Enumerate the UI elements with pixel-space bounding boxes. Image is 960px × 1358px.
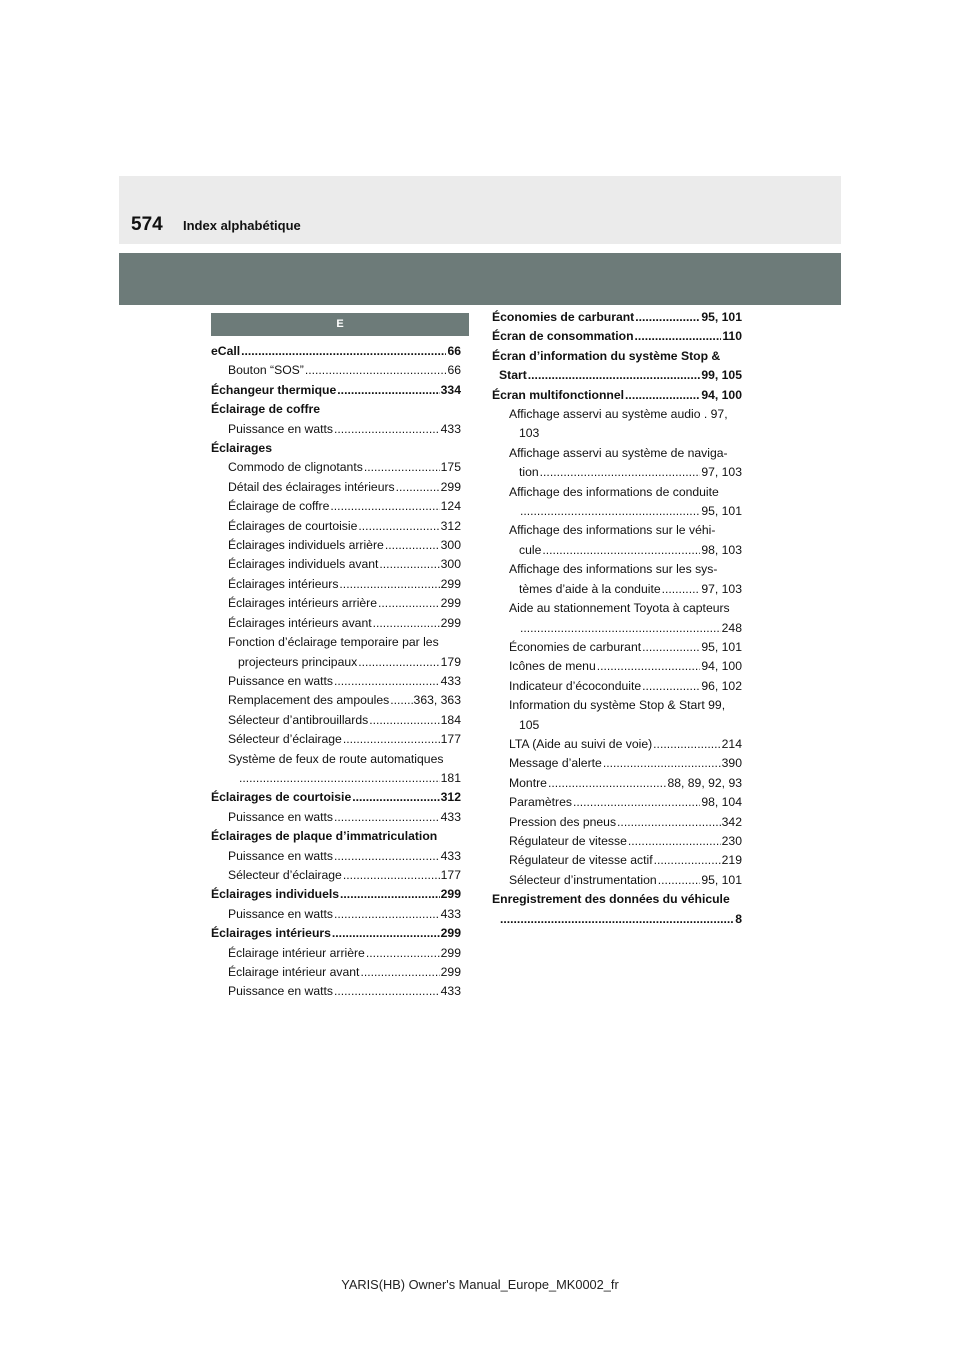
- index-entry: [492, 638, 742, 657]
- index-entry: [211, 594, 461, 613]
- index-entry-label: Éclairage intérieur avant: [228, 965, 360, 979]
- leader-dots: [334, 672, 440, 691]
- index-entry-label: 103: [519, 426, 540, 441]
- index-entry-label: Sélecteur d’antibrouillards: [228, 712, 369, 727]
- index-entry: [492, 793, 742, 812]
- leader-dots: [542, 541, 700, 560]
- index-entry-page[interactable]: 97, 103: [701, 581, 742, 596]
- footer-manual-id: YARIS(HB) Owner's Manual_Europe_MK0002_fr: [341, 1277, 619, 1292]
- index-entry-label: 105: [519, 717, 540, 732]
- index-entry-page[interactable]: 97, 103: [701, 465, 742, 480]
- index-entry-label: Sélecteur d’éclairage: [228, 867, 342, 882]
- index-entry-label: Enregistrement des données du véhicule: [492, 892, 730, 907]
- leader-dots: [334, 982, 440, 1001]
- index-entry-label: LTA (Aide au suivi de voie): [509, 736, 653, 751]
- leader-dots: [540, 463, 701, 482]
- index-entry-page[interactable]: 334: [440, 382, 461, 397]
- index-entry-page[interactable]: 299: [440, 596, 461, 611]
- index-entry-page[interactable]: 299: [440, 945, 461, 960]
- leader-dots: [241, 342, 446, 361]
- leader-dots: [332, 924, 440, 943]
- leader-dots: [339, 575, 439, 594]
- index-entry-page[interactable]: 219: [721, 853, 742, 868]
- leader-dots: [340, 885, 440, 904]
- index-entry: [492, 580, 742, 599]
- index-entry-page[interactable]: 299: [440, 965, 461, 979]
- index-entry: [492, 677, 742, 696]
- index-entry: [211, 342, 461, 361]
- index-entry: [492, 347, 742, 366]
- index-entry-page[interactable]: 363, 363: [413, 693, 461, 708]
- index-entry: [211, 420, 461, 439]
- index-entry: [492, 774, 742, 793]
- index-entry: [492, 890, 742, 909]
- index-entry-label: Puissance en watts: [228, 421, 334, 436]
- index-entry: [211, 691, 461, 710]
- index-entry: [211, 575, 461, 594]
- index-entry-label: Bouton “SOS”: [228, 363, 304, 378]
- index-entry: [492, 541, 742, 560]
- index-entry-label: tion: [519, 465, 539, 480]
- index-entry: [492, 463, 742, 482]
- index-entry: [211, 750, 461, 769]
- index-entry-label: Éclairages intérieurs: [211, 926, 331, 941]
- index-entry-label: Sélecteur d’éclairage: [228, 732, 342, 747]
- index-entry-label: Affichage asservi au système de naviga-: [509, 445, 728, 460]
- index-entry: [211, 653, 461, 672]
- leader-dots: [635, 327, 722, 346]
- index-entry-page[interactable]: 99, 105: [701, 368, 742, 383]
- index-entry-label: Information du système Stop & Start 99,: [509, 698, 726, 713]
- index-entry-label: Système de feux de route automatiques: [228, 751, 444, 766]
- index-entry: [211, 905, 461, 924]
- index-entry-page[interactable]: 110: [722, 329, 742, 344]
- index-entry-label: Commodo de clignotants: [228, 460, 363, 475]
- index-entry-page[interactable]: 390: [721, 756, 742, 771]
- leader-dots: [625, 386, 700, 405]
- index-entry: [211, 866, 461, 885]
- index-entry-label: Écran multifonctionnel: [492, 387, 625, 402]
- leader-dots: [334, 847, 440, 866]
- index-entry: [211, 439, 461, 458]
- index-entry: [211, 672, 461, 691]
- index-entry: [211, 633, 461, 652]
- index-entry-label: Éclairages intérieurs avant: [228, 615, 372, 630]
- index-entry-label: Écran de consommation: [492, 329, 634, 344]
- index-entry: [492, 910, 742, 929]
- index-entry-page[interactable]: 433: [440, 984, 461, 999]
- index-entry: [492, 560, 742, 579]
- section-band: [119, 253, 841, 305]
- leader-dots: [642, 677, 700, 696]
- index-entry-label: Économies de carburant: [509, 639, 642, 654]
- index-entry-page[interactable]: 177: [440, 732, 461, 747]
- index-entry: [211, 924, 461, 943]
- index-entry-page[interactable]: 248: [721, 620, 742, 635]
- index-entry: [492, 754, 742, 773]
- index-entry-label: Affichage des informations sur les sys-: [509, 562, 718, 577]
- leader-dots: [642, 638, 700, 657]
- index-entry: [211, 963, 461, 982]
- index-entry-label: tèmes d’aide à la conduite: [519, 581, 661, 596]
- index-entry-label: Économies de carburant: [492, 310, 635, 324]
- index-entry-page[interactable]: 214: [721, 736, 742, 751]
- index-entry: [211, 769, 461, 788]
- leader-dots: [396, 478, 440, 497]
- index-entry: [492, 657, 742, 676]
- leader-dots: [378, 594, 440, 613]
- index-entry-page[interactable]: 94, 100: [701, 387, 742, 402]
- leader-dots: [597, 657, 701, 676]
- index-entry-page[interactable]: 8: [735, 911, 742, 926]
- index-entry-label: Éclairages de plaque d’immatriculation: [211, 829, 438, 844]
- index-entry: [492, 619, 742, 638]
- index-entry: [492, 502, 742, 521]
- index-entry-label: Échangeur thermique: [211, 382, 337, 397]
- index-entry: [211, 788, 461, 807]
- index-entry: [211, 555, 461, 574]
- index-entry-page[interactable]: 66: [447, 363, 461, 378]
- index-entry-page[interactable]: 181: [440, 770, 461, 785]
- index-entry-label: Éclairages individuels avant: [228, 557, 379, 572]
- index-entry-label: Écran d’information du système Stop &: [492, 348, 721, 363]
- index-entry-label: eCall: [211, 344, 241, 358]
- leader-dots: [520, 502, 700, 521]
- index-entry-page[interactable]: 96, 102: [701, 678, 742, 693]
- index-entry-label: Affichage des informations sur le véhi-: [509, 523, 716, 538]
- page-title: Index alphabétique: [183, 218, 301, 233]
- index-entry-page[interactable]: 300: [440, 557, 461, 572]
- index-entry: [492, 444, 742, 463]
- index-entry: [211, 458, 461, 477]
- index-entry-page[interactable]: 88, 89, 92, 93: [667, 775, 742, 790]
- leader-dots: [364, 458, 440, 477]
- index-entry-page[interactable]: 433: [440, 848, 461, 863]
- index-entry: [492, 599, 742, 618]
- index-column-left: [211, 342, 461, 1002]
- index-entry-page[interactable]: 300: [440, 538, 461, 553]
- index-entry: [492, 871, 742, 890]
- index-entry: [211, 381, 461, 400]
- index-entry: [492, 483, 742, 502]
- index-entry-page[interactable]: 299: [440, 615, 461, 630]
- index-entry-label: Régulateur de vitesse: [509, 833, 627, 848]
- index-entry-label: Fonction d’éclairage temporaire par les: [228, 635, 439, 650]
- index-entry: [211, 982, 461, 1001]
- index-entry-label: Pression des pneus: [509, 814, 617, 829]
- index-entry-label: Affichage asservi au système audio . 97,: [509, 407, 728, 422]
- index-entry: [211, 808, 461, 827]
- index-entry-label: Éclairages intérieurs arrière: [228, 596, 378, 611]
- leader-dots: [239, 769, 440, 788]
- index-entry: [211, 730, 461, 749]
- index-entry: [211, 827, 461, 846]
- leader-dots: [654, 851, 721, 870]
- index-entry: [211, 614, 461, 633]
- leader-dots: [352, 788, 439, 807]
- leader-dots: [658, 871, 701, 890]
- index-entry-label: Montre: [509, 775, 547, 790]
- leader-dots: [330, 497, 439, 516]
- index-entry-label: Icônes de menu: [509, 659, 596, 674]
- index-entry: [492, 813, 742, 832]
- index-entry: [492, 716, 742, 735]
- index-entry: [211, 536, 461, 555]
- index-entry-page[interactable]: 95, 101: [701, 639, 742, 654]
- index-entry: [492, 832, 742, 851]
- index-entry-label: Éclairages individuels arrière: [228, 538, 384, 553]
- index-entry: [492, 366, 742, 385]
- index-entry-label: Puissance en watts: [228, 906, 334, 921]
- index-entry-label: Aide au stationnement Toyota à capteurs: [509, 601, 730, 616]
- index-entry: [492, 851, 742, 870]
- leader-dots: [603, 754, 721, 773]
- leader-dots: [373, 614, 440, 633]
- index-entry: [211, 711, 461, 730]
- index-entry-label: cule: [519, 542, 542, 557]
- leader-dots: [390, 691, 412, 710]
- leader-dots: [617, 813, 721, 832]
- leader-dots: [379, 555, 439, 574]
- index-entry: [211, 847, 461, 866]
- index-entry-page[interactable]: 124: [440, 499, 461, 514]
- index-entry-label: Éclairages de courtoisie: [211, 790, 352, 805]
- leader-dots: [635, 308, 700, 327]
- leader-dots: [500, 910, 734, 929]
- index-entry-page[interactable]: 95, 101: [701, 872, 742, 887]
- index-entry-label: Éclairage de coffre: [211, 402, 321, 417]
- index-entry-page[interactable]: 175: [440, 460, 461, 475]
- index-entry-page[interactable]: 98, 104: [701, 795, 742, 810]
- index-entry-label: Message d’alerte: [509, 756, 602, 771]
- index-entry-label: Éclairage intérieur arrière: [228, 945, 365, 960]
- index-entry: [492, 521, 742, 540]
- leader-dots: [334, 905, 440, 924]
- index-entry-label: Puissance en watts: [228, 809, 334, 824]
- leader-dots: [573, 793, 700, 812]
- index-entry-label: Paramètres: [509, 795, 572, 810]
- index-entry-page[interactable]: 299: [440, 576, 461, 591]
- index-entry: [211, 497, 461, 516]
- index-entry-page[interactable]: 433: [440, 421, 461, 436]
- header-band: [119, 176, 841, 244]
- leader-dots: [548, 774, 667, 793]
- leader-dots: [334, 420, 440, 439]
- index-entry: [211, 361, 461, 380]
- index-entry-page[interactable]: 66: [447, 344, 461, 358]
- index-entry: [492, 386, 742, 405]
- index-entry: [492, 327, 742, 346]
- leader-dots: [528, 366, 701, 385]
- index-entry: [211, 400, 461, 419]
- leader-dots: [360, 963, 439, 982]
- index-entry: [211, 478, 461, 497]
- index-entry-label: projecteurs principaux: [238, 654, 358, 669]
- leader-dots: [305, 361, 447, 380]
- index-entry-label: Indicateur d’écoconduite: [509, 678, 642, 693]
- leader-dots: [358, 653, 439, 672]
- index-entry: [492, 696, 742, 715]
- index-entry-page[interactable]: 299: [440, 887, 461, 902]
- index-column-right: [492, 308, 742, 929]
- index-entry-label: Remplacement des ampoules: [228, 693, 390, 708]
- index-entry-label: Puissance en watts: [228, 984, 334, 999]
- index-entry-label: Éclairages intérieurs: [228, 576, 339, 591]
- leader-dots: [343, 730, 440, 749]
- index-entry-page[interactable]: 94, 100: [701, 659, 742, 674]
- index-entry-page[interactable]: 184: [440, 712, 461, 727]
- index-entry-page[interactable]: 342: [721, 814, 742, 829]
- index-entry: [492, 308, 742, 327]
- leader-dots: [343, 866, 440, 885]
- index-entry-page[interactable]: 312: [440, 518, 461, 533]
- index-entry-page[interactable]: 433: [440, 673, 461, 688]
- leader-dots: [366, 944, 440, 963]
- index-entry-page[interactable]: 177: [440, 867, 461, 882]
- index-entry-page[interactable]: 433: [440, 906, 461, 921]
- index-entry-page[interactable]: 95, 101: [701, 310, 742, 324]
- index-entry-page[interactable]: 98, 103: [701, 542, 742, 557]
- index-entry-page[interactable]: 433: [440, 809, 461, 824]
- index-entry-label: Affichage des informations de conduite: [509, 484, 719, 499]
- index-entry: [492, 405, 742, 424]
- leader-dots: [662, 580, 701, 599]
- index-entry-label: Puissance en watts: [228, 848, 334, 863]
- leader-dots: [334, 808, 440, 827]
- index-entry-label: Éclairage de coffre: [228, 499, 330, 514]
- index-entry-label: Éclairages de courtoisie: [228, 518, 358, 533]
- index-entry-page[interactable]: 179: [440, 654, 461, 669]
- index-entry: [492, 424, 742, 443]
- index-entry-label: Sélecteur d’instrumentation: [509, 872, 657, 887]
- leader-dots: [628, 832, 721, 851]
- leader-dots: [337, 381, 439, 400]
- index-entry: [211, 517, 461, 536]
- index-entry-label: Éclairages individuels: [211, 887, 340, 902]
- index-entry-page[interactable]: 95, 101: [701, 504, 742, 519]
- leader-dots: [385, 536, 440, 555]
- index-entry-page[interactable]: 230: [721, 833, 742, 848]
- index-entry-label: Start: [499, 368, 527, 383]
- page-number: 574: [131, 214, 163, 235]
- index-entry-label: Détail des éclairages intérieurs: [228, 479, 395, 494]
- index-entry-label: Puissance en watts: [228, 673, 334, 688]
- index-entry-page[interactable]: 299: [440, 479, 461, 494]
- index-entry: [211, 885, 461, 904]
- leader-dots: [369, 711, 439, 730]
- index-entry: [211, 944, 461, 963]
- leader-dots: [653, 735, 720, 754]
- index-entry-page[interactable]: 299: [440, 926, 461, 941]
- index-entry-page[interactable]: 312: [440, 790, 461, 805]
- index-entry-label: Éclairages: [211, 441, 272, 456]
- section-letter: E: [211, 313, 469, 336]
- leader-dots: [520, 619, 721, 638]
- leader-dots: [358, 517, 439, 536]
- index-entry: [492, 735, 742, 754]
- index-entry-label: Régulateur de vitesse actif: [509, 853, 653, 868]
